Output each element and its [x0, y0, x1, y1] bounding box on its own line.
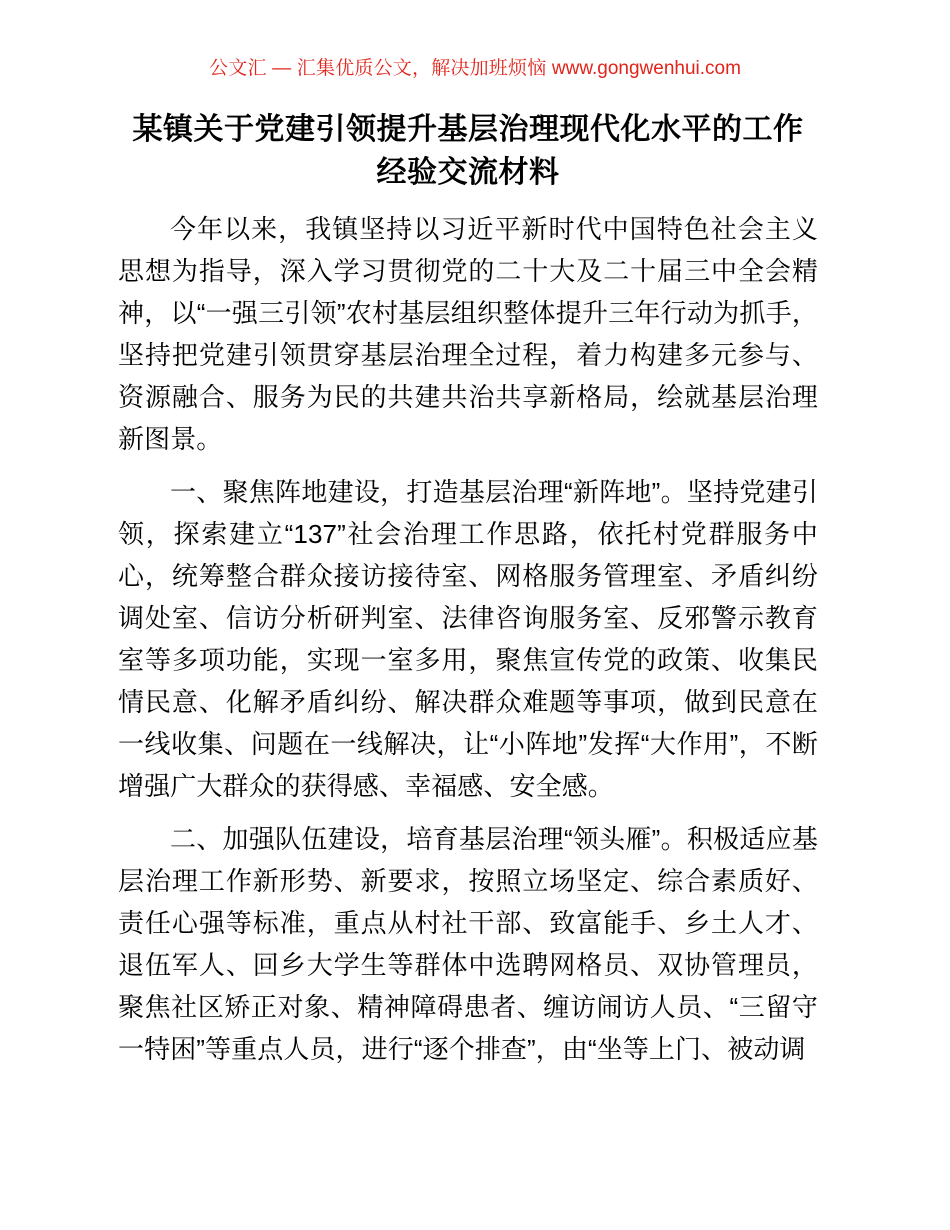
paragraph-section-one: 一、聚焦阵地建设，打造基层治理“新阵地”。坚持党建引领，探索建立“137”社会治理工作思路，依托村党群服务中心，统筹整合群众接访接待室、网格服务管理室、矛盾纠纷调处室、信访分析研判室、法律咨询服务室、反邪警示教育室等多项功能，实现一室多用，聚焦宣传党的政策、收集民情民意、化解矛盾纠纷、解决群众难题等事项，做到民意在一线收集、问题在一线解决，让“小阵地”发挥“大作用”，不断增强广大群众的获得感、幸福感、安全感。 [118, 477, 818, 801]
site-banner [0, 56, 950, 82]
document-body [118, 108, 818, 1070]
site-banner-brand: 公文汇 — 汇集优质公文，解决加班烦恼 [209, 58, 547, 79]
site-banner-url: www.gongwenhui.com [551, 58, 741, 79]
paragraph-section-two: 二、加强队伍建设，培育基层治理“领头雁”。积极适应基层治理工作新形势、新要求，按照立场坚定、综合素质好、责任心强等标准，重点从村社干部、致富能手、乡土人才、退伍军人、回乡大学生等群体中选聘网格员、双协管理员，聚焦社区矫正对象、精神障碍患者、缠访闹访人员、“三留守一特困”等重点人员，进行“逐个排查”，由“坐等上门、被动调 [118, 824, 818, 1064]
paragraph-intro: 今年以来，我镇坚持以习近平新时代中国特色社会主义思想为指导，深入学习贯彻党的二十大及二十届三中全会精神，以“一强三引领”农村基层组织整体提升三年行动为抓手，坚持把党建引领贯穿基层治理全过程，着力构建多元参与、资源融合、服务为民的共建共治共享新格局，绘就基层治理新图景。 [118, 214, 818, 454]
document-title: 某镇关于党建引领提升基层治理现代化水平的工作经验交流材料 [132, 113, 804, 189]
